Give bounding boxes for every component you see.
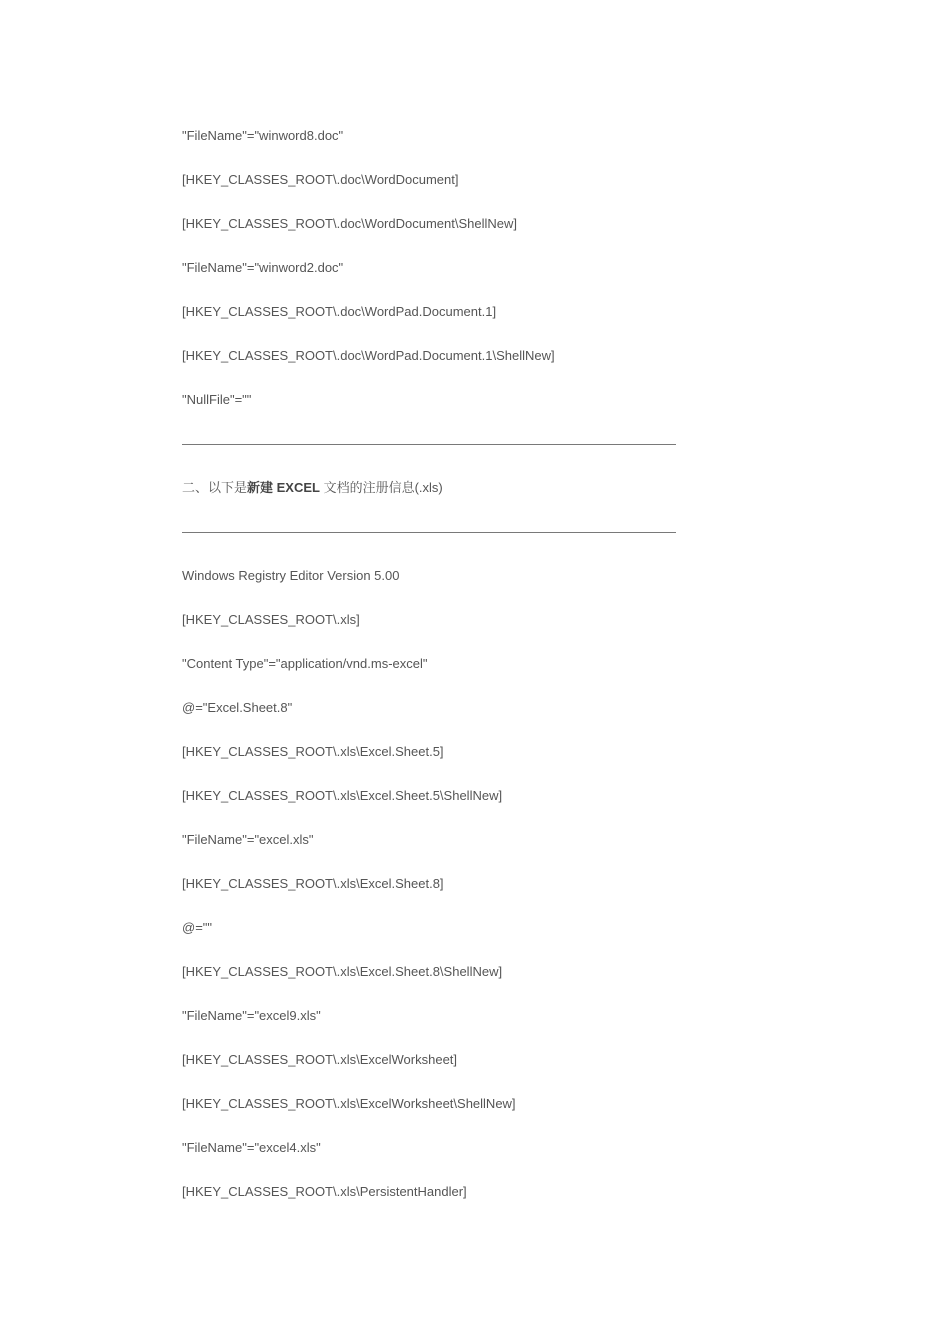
registry-line: "FileName"="excel9.xls" bbox=[182, 1008, 321, 1023]
registry-line: [HKEY_CLASSES_ROOT\.xls\Excel.Sheet.8] bbox=[182, 876, 444, 891]
registry-line: "NullFile"="" bbox=[182, 392, 252, 407]
registry-line: [HKEY_CLASSES_ROOT\.xls\Excel.Sheet.5] bbox=[182, 744, 444, 759]
registry-line: "FileName"="excel4.xls" bbox=[182, 1140, 321, 1155]
registry-line: @="Excel.Sheet.8" bbox=[182, 700, 293, 715]
registry-line: [HKEY_CLASSES_ROOT\.xls\Excel.Sheet.8\ShellNew] bbox=[182, 964, 503, 979]
heading-bold: 新建 EXCEL bbox=[247, 480, 320, 495]
registry-line: [HKEY_CLASSES_ROOT\.xls\ExcelWorksheet] bbox=[182, 1052, 458, 1067]
section-heading bbox=[182, 480, 882, 524]
registry-line: [HKEY_CLASSES_ROOT\.xls\Excel.Sheet.5\ShellNew] bbox=[182, 788, 503, 803]
separator-line: —————————————————————————————————————— bbox=[182, 436, 676, 451]
document-body bbox=[182, 128, 882, 1228]
registry-line: "Content Type"="application/vnd.ms-excel" bbox=[182, 656, 428, 671]
registry-line: [HKEY_CLASSES_ROOT\.doc\WordPad.Document.1] bbox=[182, 304, 497, 319]
heading-suffix: 文档的注册信息(.xls) bbox=[319, 480, 443, 495]
registry-line: "FileName"="excel.xls" bbox=[182, 832, 314, 847]
registry-line: [HKEY_CLASSES_ROOT\.doc\WordDocument\ShellNew] bbox=[182, 216, 518, 231]
registry-line: [HKEY_CLASSES_ROOT\.xls] bbox=[182, 612, 360, 627]
registry-line: "FileName"="winword2.doc" bbox=[182, 260, 344, 275]
separator-line: —————————————————————————————————————— bbox=[182, 524, 676, 539]
registry-line: "FileName"="winword8.doc" bbox=[182, 128, 344, 143]
heading-prefix: 二、以下是 bbox=[182, 480, 248, 495]
registry-line: @="" bbox=[182, 920, 213, 935]
registry-line: [HKEY_CLASSES_ROOT\.xls\PersistentHandler] bbox=[182, 1184, 467, 1199]
registry-line: [HKEY_CLASSES_ROOT\.doc\WordDocument] bbox=[182, 172, 459, 187]
registry-line: [HKEY_CLASSES_ROOT\.xls\ExcelWorksheet\ShellNew] bbox=[182, 1096, 516, 1111]
registry-line: [HKEY_CLASSES_ROOT\.doc\WordPad.Document.1\ShellNew] bbox=[182, 348, 555, 363]
registry-line: Windows Registry Editor Version 5.00 bbox=[182, 568, 400, 583]
